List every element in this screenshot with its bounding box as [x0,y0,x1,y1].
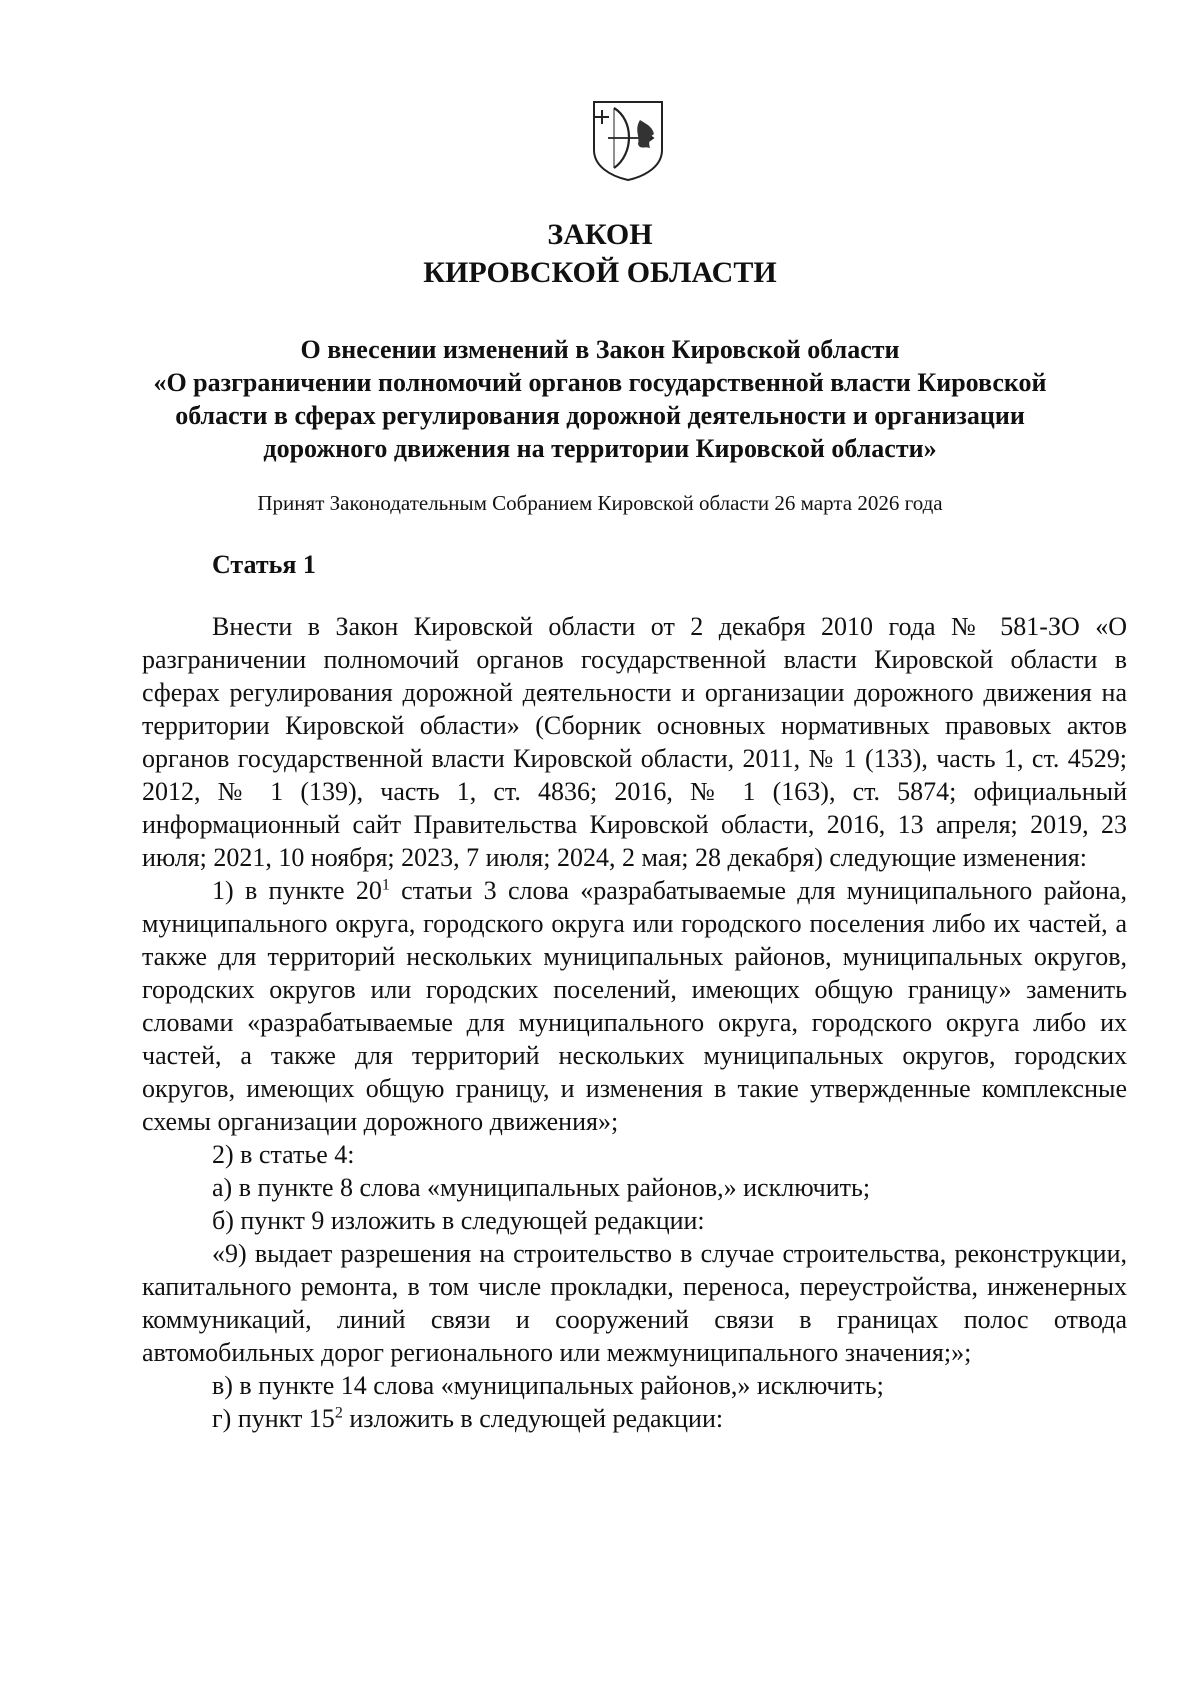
kirov-coat-of-arms-icon [590,98,666,182]
paragraph [142,874,1127,1138]
superscript: 1 [381,876,390,894]
superscript: 2 [334,1404,343,1422]
paragraph [142,1402,1127,1435]
adoption-note: Принят Законодательным Собранием Кировской области 26 марта 2026 года [257,491,943,515]
paragraph-text: г) пункт 15 [212,1404,335,1433]
paragraph: 2) в статье 4: [212,1140,355,1169]
paragraph-text: 1) в пункте 20 [212,876,382,905]
paragraph: в) в пункте 14 слова «муниципальных районов,» исключить; [212,1371,884,1400]
subject-line: «О разграничении полномочий органов государственной власти Кировской [153,368,1047,397]
subject-line: дорожного движения на территории Кировской области» [263,434,937,463]
paragraph-text: изложить в следующей редакции: [342,1404,724,1433]
subject-line: области в сферах регулирования дорожной деятельности и организации [175,401,1025,430]
article-body [142,610,1127,1435]
subject-line: О внесении изменений в Закон Кировской области [300,335,900,364]
region-name: КИРОВСКОЙ ОБЛАСТИ [423,256,777,289]
law-subject [0,333,1200,465]
law-title [0,216,1200,292]
paragraph: б) пункт 9 изложить в следующей редакции: [212,1206,705,1235]
paragraph-text: статьи 3 слова «разрабатываемые для муниципального района, муниципального округа, городского округа или городского поселения либо их частей, а также для территорий нескольких муниципальных районов, муниципальных округов, городских округов или городских поселений, имеющих общую границу» заменить словами «разрабатываемые для муниципального округа, городского округа либо их частей, а также для территорий нескольких муниципальных округов, городских округов, имеющих общую границу, и изменения в такие утвержденные комплексные схемы организации дорожного движения»; [142,876,1127,1136]
paragraph: «9) выдает разрешения на строительство в случае строительства, реконструкции, капитального ремонта, в том числе прокладки, переноса, переустройства, инженерных коммуникаций, линий связи и сооружений связи в границах полос отвода автомобильных дорог регионального или межмуниципального значения;»; [142,1239,1127,1367]
paragraph: а) в пункте 8 слова «муниципальных районов,» исключить; [212,1173,871,1202]
paragraph: Внести в Закон Кировской области от 2 декабря 2010 года № 581-ЗО «О разграничении полномочий органов государственной власти Кировской области в сферах регулирования дорожной деятельности и организации дорожного движения на территории Кировской области» (Сборник основных нормативных правовых актов органов государственной власти Кировской области, 2011, № 1 (133), часть 1, ст. 4529; 2012, № 1 (139), часть 1, ст. 4836; 2016, № 1 (163), ст. 5874; официальный информационный сайт Правительства Кировской области, 2016, 13 апреля; 2019, 23 июля; 2021, 10 ноября; 2023, 7 июля; 2024, 2 мая; 28 декабря) следующие изменения: [142,612,1127,872]
article-heading: Статья 1 [212,550,316,579]
law-word: ЗАКОН [547,218,653,251]
